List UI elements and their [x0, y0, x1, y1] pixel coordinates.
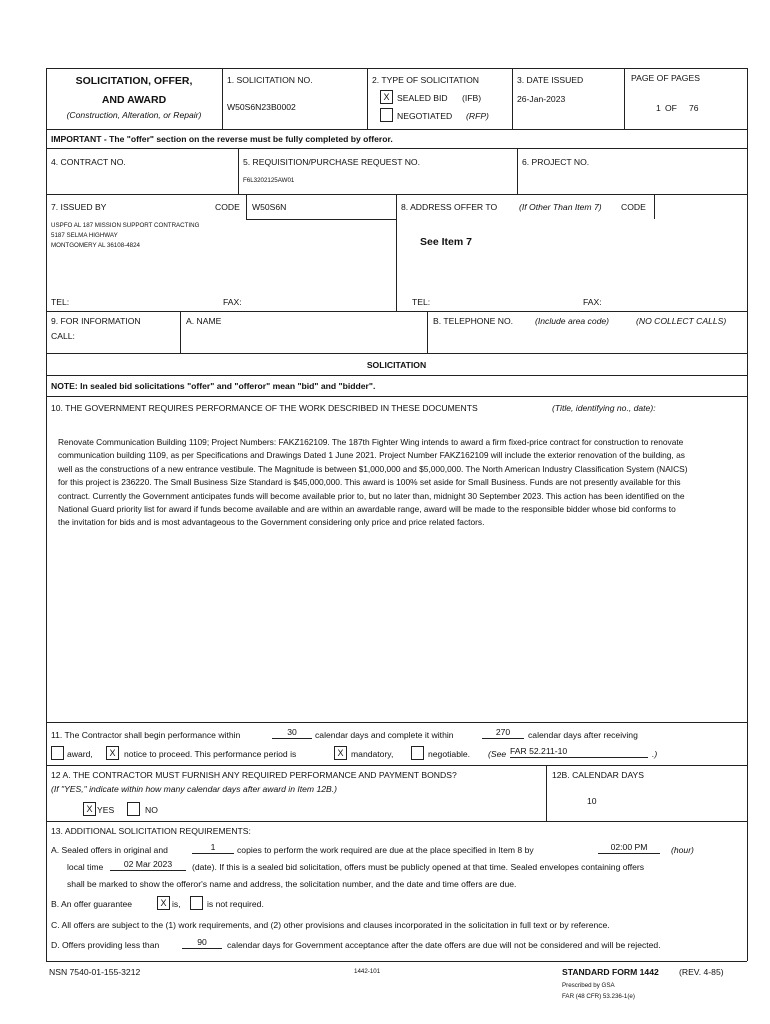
item10-hint: (Title, identifying no., date): [552, 403, 656, 413]
negotiated-checkbox[interactable] [380, 108, 393, 122]
item12a-label: 12 A. THE CONTRACTOR MUST FURNISH ANY REQUIRED PERFORMANCE AND PAYMENT BONDS? [51, 770, 457, 780]
begin-days-field[interactable]: 30 [272, 727, 312, 739]
item13c-text: C. All offers are subject to the (1) work requirements, and (2) other provisions and clauses incorporated in the solicitation in full text or by reference. [51, 920, 610, 930]
due-hour-field[interactable]: 02:00 PM [598, 842, 660, 854]
address-offer-hint: (If Other Than Item 7) [519, 202, 602, 212]
no-collect-hint: (NO COLLECT CALLS) [636, 316, 727, 326]
info-call-label2: CALL: [51, 331, 75, 341]
item11-text2: calendar days and complete it within [315, 730, 454, 740]
far-reference-field[interactable]: FAR 52.211-10 [510, 746, 648, 758]
form-title-line2: AND AWARD [101, 94, 167, 106]
item12a-hint: (If "YES," indicate within how many calendar days after award in Item 12B.) [51, 784, 338, 794]
see-close: .) [652, 749, 658, 759]
calendar-days-value[interactable]: 10 [587, 796, 597, 806]
see-item-7: See Item 7 [420, 236, 472, 248]
sealed-bid-checkbox[interactable]: X [380, 90, 393, 104]
address-offer-label: 8. ADDRESS OFFER TO [401, 202, 498, 212]
item13d-text1: D. Offers providing less than [51, 940, 160, 950]
solicitation-no-label: 1. SOLICITATION NO. [227, 75, 313, 85]
negotiable-label: negotiable. [428, 749, 471, 759]
tel-label-2: TEL: [412, 297, 431, 307]
issued-code-label: CODE [215, 202, 240, 212]
requisition-value[interactable]: F6L3202125AW01 [243, 177, 295, 184]
local-time-label: local time [67, 862, 104, 872]
solicitation-heading: SOLICITATION [366, 360, 427, 370]
work-description: Renovate Communication Building 1109; Project Numbers: FAKZ162109. The 187th Fighter Wing intends to award a firm fixed-price contract for construction to renovate communication building 1109, as per Specifications and Drawings Dated 1 June 2021. Project Number FAKZ162109 will include the exterior renovation of the building, as well as the constructions of a new entrance vestibule. The Magnitude is between $1,000,000 and $5,000,000. The North American Industry Classification System (NAICS) for this project is 236220. The Small Business Size Standard is $45,000,000. This award is 100% set aside for Small Business. Funds are not presently available for this contract. Currently the Government anticipates funds will become available prior to, but no later than, midnight 30 September 2023. This action has been identified on the National Guard priority list for award if funds become available and are within an awardable range, award will be made to the responsible bidder whose bid conforms to the invitation for bids and is most advantageous to the Government considering only price and price related factors. [58, 437, 688, 528]
bonds-yes-label: YES [97, 805, 115, 815]
offer-code-label: CODE [621, 202, 646, 212]
item13d-text2: calendar days for Government acceptance after the date offers are due will not be considered and will be rejected. [227, 940, 661, 950]
guarantee-not-checkbox[interactable] [190, 896, 203, 910]
award-checkbox[interactable] [51, 746, 64, 760]
nsn-number: NSN 7540-01-155-3212 [49, 967, 141, 977]
notice-label: notice to proceed. This performance period is [124, 749, 297, 759]
copies-field[interactable]: 1 [192, 842, 234, 854]
mandatory-label: mandatory, [351, 749, 394, 759]
complete-days-field[interactable]: 270 [482, 727, 524, 739]
notice-to-proceed-checkbox[interactable]: X [106, 746, 119, 760]
item11-text3: calendar days after receiving [528, 730, 638, 740]
requisition-label: 5. REQUISITION/PURCHASE REQUEST NO. [243, 157, 420, 167]
item13a-text4: shall be marked to show the offeror's name and address, the solicitation number, and the date and time offers are due. [67, 879, 517, 889]
form-code: 1442-101 [354, 968, 381, 975]
item13a-text1: A. Sealed offers in original and [51, 845, 168, 855]
form-subtitle: (Construction, Alteration, or Repair) [66, 110, 202, 120]
item10-label: 10. THE GOVERNMENT REQUIRES PERFORMANCE OF THE WORK DESCRIBED IN THESE DOCUMENTS [51, 403, 478, 413]
acceptance-days-field[interactable]: 90 [182, 937, 222, 949]
solicitation-no-value[interactable]: W50S6N23B0002 [227, 102, 296, 112]
address-line2: 5187 SELMA HIGHWAY [51, 232, 118, 239]
issued-by-label: 7. ISSUED BY [51, 202, 107, 212]
item13-label: 13. ADDITIONAL SOLICITATION REQUIREMENTS: [51, 826, 251, 836]
hour-label: (hour) [671, 845, 694, 855]
date-issued-label: 3. DATE ISSUED [517, 75, 584, 85]
negotiable-checkbox[interactable] [411, 746, 424, 760]
item13a-text2: copies to perform the work required are due at the place specified in Item 8 by [237, 845, 534, 855]
address-line1: USPFO AL 187 MISSION SUPPORT CONTRACTING [51, 222, 200, 229]
page-number: 1 [656, 103, 661, 113]
bonds-yes-checkbox[interactable]: X [83, 802, 96, 816]
bonds-no-checkbox[interactable] [127, 802, 140, 816]
negotiated-label: NEGOTIATED [397, 111, 453, 121]
name-label: A. NAME [186, 316, 222, 326]
address-line3: MONTGOMERY AL 36108-4824 [51, 242, 140, 249]
sealed-bid-note: NOTE: In sealed bid solicitations "offer" and "offeror" mean "bid" and "bidder". [51, 381, 376, 391]
see-label: (See [488, 749, 507, 759]
guarantee-is-checkbox[interactable]: X [157, 896, 170, 910]
mandatory-checkbox[interactable]: X [334, 746, 347, 760]
area-code-hint: (Include area code) [535, 316, 610, 326]
project-no-label: 6. PROJECT NO. [522, 157, 590, 167]
item12b-label: 12B. CALENDAR DAYS [552, 770, 645, 780]
tel-label: TEL: [51, 297, 70, 307]
item13a-text3: (date). If this is a sealed bid solicitation, offers must be publicly opened at that time. Sealed envelopes containing offers [192, 862, 645, 872]
page-of: OF [665, 103, 677, 113]
form-title-line1: SOLICITATION, OFFER, [75, 75, 193, 87]
far-citation: FAR (48 CFR) 53.236-1(e) [562, 993, 635, 1000]
page-of-pages-label: PAGE OF PAGES [631, 73, 700, 83]
award-label: award, [67, 749, 93, 759]
form-name: STANDARD FORM 1442 [562, 967, 659, 977]
page-total: 76 [689, 103, 699, 113]
prescribed-by: Prescribed by GSA [562, 982, 615, 989]
rfp-label: (RFP) [466, 111, 489, 121]
info-call-label1: 9. FOR INFORMATION [51, 316, 141, 326]
ifb-label: (IFB) [462, 93, 482, 103]
contract-no-label: 4. CONTRACT NO. [51, 157, 126, 167]
item11-text1: 11. The Contractor shall begin performance within [51, 730, 241, 740]
form-revision: (REV. 4-85) [679, 967, 724, 977]
telephone-label: B. TELEPHONE NO. [433, 316, 514, 326]
bonds-no-label: NO [145, 805, 158, 815]
item13b-text1: B. An offer guarantee [51, 899, 133, 909]
guarantee-not-label: is not required. [207, 899, 264, 909]
date-issued-value[interactable]: 26-Jan-2023 [517, 94, 566, 104]
fax-label-2: FAX: [583, 297, 602, 307]
sealed-bid-label: SEALED BID [397, 93, 448, 103]
important-notice: IMPORTANT - The "offer" section on the reverse must be fully completed by offeror. [51, 134, 393, 144]
due-date-field[interactable]: 02 Mar 2023 [110, 859, 186, 871]
solicitation-type-label: 2. TYPE OF SOLICITATION [372, 75, 479, 85]
guarantee-is-label: is, [172, 899, 181, 909]
fax-label: FAX: [223, 297, 242, 307]
issued-code-value[interactable]: W50S6N [252, 202, 287, 212]
